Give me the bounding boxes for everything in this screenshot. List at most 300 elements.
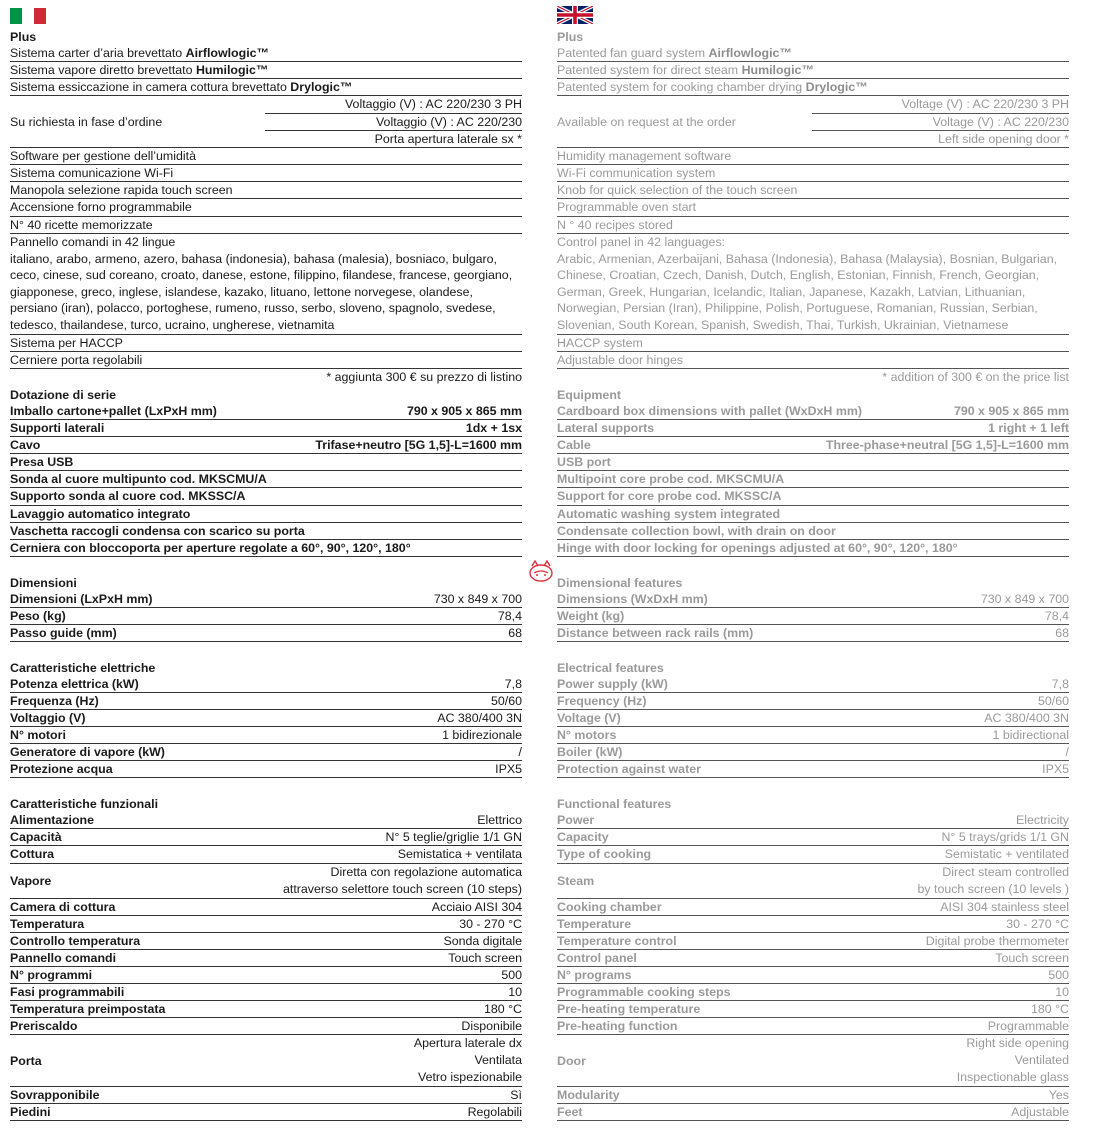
steam-values (265, 864, 522, 898)
patent-desc: Sistema vapore diretto brevettato (10, 63, 196, 78)
row-label: Imballo cartone+pallet (LxPxH mm) (10, 404, 217, 419)
price-note: * aggiunta 300 € su prezzo di listino (326, 370, 522, 385)
patent-text (557, 45, 792, 61)
row-label: Cable (557, 438, 591, 453)
table-row (557, 676, 1069, 693)
list-item-text: Humidity management software (557, 149, 732, 164)
row-value: Trifase+neutro [5G 1,5]-L=1600 mm (315, 438, 522, 453)
section-title-dimensions: Dimensioni (10, 575, 77, 590)
row-label: Passo guide (mm) (10, 625, 117, 640)
value-line: Ventilated (1014, 1053, 1069, 1068)
row-value: 500 (1048, 967, 1069, 982)
features-list (10, 148, 522, 233)
value-line: Voltaggio (V) : AC 220/230 3 PH (344, 97, 522, 112)
table-row (557, 967, 1069, 984)
row-label: Feet (557, 1105, 583, 1120)
patent-row (557, 79, 1069, 96)
row-label: Alimentazione (10, 813, 94, 828)
value-line: Inspectionable glass (956, 1070, 1069, 1085)
section-title-equipment: Equipment (557, 388, 622, 403)
door-values (812, 1035, 1069, 1086)
row-label: Cottura (10, 847, 55, 862)
row-value: 7,8 (1051, 677, 1069, 691)
row-label: Frequenza (Hz) (10, 694, 99, 709)
door-label: Porta (10, 1053, 42, 1068)
row-label: Lavaggio automatico integrato (10, 506, 191, 521)
row-label: Automatic washing system integrated (557, 506, 781, 521)
patent-row (10, 45, 522, 62)
languages-head: Pannello comandi in 42 lingue (10, 234, 176, 249)
value-line: Ventilata (474, 1053, 522, 1068)
patent-desc: Sistema carter d’aria brevettato (10, 46, 186, 61)
row-label: Piedini (10, 1105, 51, 1120)
row-value: Acciaio AISI 304 (431, 899, 522, 914)
table-row (557, 1001, 1069, 1018)
table-row (10, 899, 522, 916)
functional-table-b (557, 899, 1069, 1035)
row-value: Regolabili (467, 1105, 522, 1120)
row-value: 68 (1055, 625, 1069, 640)
order-label: Available on request at the order (557, 114, 736, 129)
list-item (557, 217, 1069, 234)
row-label: Condensate collection bowl, with drain on door (557, 523, 836, 538)
functional-table-a (557, 812, 1069, 863)
list-item (557, 182, 1069, 199)
row-value: IPX5 (1042, 762, 1069, 777)
table-row (557, 899, 1069, 916)
functional-table-c (557, 1087, 1069, 1121)
order-options (557, 96, 1069, 148)
table-row (10, 761, 522, 778)
section-title-plus: Plus (557, 30, 584, 44)
row-value: Touch screen (448, 950, 522, 965)
functional-table-c (10, 1087, 522, 1121)
row-label: Vaschetta raccogli condensa con scarico su porta (10, 523, 305, 538)
row-value: N° 5 trays/grids 1/1 GN (941, 830, 1069, 845)
row-label: Frequency (Hz) (557, 694, 647, 709)
table-row (557, 846, 1069, 863)
english-flag-row (557, 0, 1069, 28)
row-label: Power supply (kW) (557, 677, 668, 691)
row-value: 30 - 270 °C (459, 916, 522, 931)
list-item (10, 352, 522, 369)
row-label: Voltaggio (V) (10, 711, 86, 726)
table-row (557, 625, 1069, 642)
list-item-text: Manopola selezione rapida touch screen (10, 183, 233, 198)
list-item (10, 335, 522, 352)
table-row (557, 984, 1069, 1001)
section-title-equipment: Dotazione di serie (10, 388, 117, 403)
list-item (557, 335, 1069, 352)
electrical-table (557, 676, 1069, 778)
section-title-electrical: Electrical features (557, 660, 664, 675)
value-line: by touch screen (10 levels ) (917, 881, 1069, 896)
value-line: Vetro ispezionabile (417, 1070, 522, 1085)
table-row (557, 916, 1069, 933)
row-value: 10 (508, 984, 522, 999)
cat-stamp-icon (526, 560, 556, 584)
row-value: 1dx + 1sx (465, 421, 522, 436)
section-title-functional: Functional features (557, 797, 672, 812)
table-row (557, 710, 1069, 727)
table-row (10, 471, 522, 488)
row-value: 10 (1055, 984, 1069, 999)
list-item (557, 165, 1069, 182)
italian-column (10, 0, 522, 1121)
row-label: Support for core probe cod. MKSSC/A (557, 489, 782, 504)
row-label: Boiler (kW) (557, 745, 623, 760)
row-label: Power (557, 813, 595, 828)
steam-values (812, 864, 1069, 898)
list-item-text: Cerniere porta regolabili (10, 353, 143, 368)
row-value: 50/60 (490, 694, 522, 709)
list-item (557, 352, 1069, 369)
row-value: Disponibile (461, 1018, 522, 1033)
list-item-text: Accensione forno programmabile (10, 200, 192, 215)
row-label: Type of cooking (557, 847, 652, 862)
value-line: Left side opening door * (812, 130, 1069, 147)
table-row (557, 693, 1069, 710)
steam-label: Vapore (10, 873, 52, 888)
value-line: Apertura laterale dx (413, 1035, 522, 1050)
list-item-text: Adjustable door hinges (557, 353, 684, 368)
table-row (557, 403, 1069, 420)
table-row (10, 437, 522, 454)
list-item (557, 148, 1069, 165)
table-row (557, 454, 1069, 471)
value-line: attraverso selettore touch screen (10 steps) (283, 881, 522, 896)
list-item-text: Sistema per HACCP (10, 336, 123, 351)
patent-desc: Patented system for direct steam (557, 63, 742, 78)
row-value: 30 - 270 °C (1006, 916, 1069, 931)
row-label: Programmable cooking steps (557, 984, 731, 999)
row-value: 50/60 (1037, 694, 1069, 709)
row-label: Voltage (V) (557, 711, 621, 726)
door-label: Door (557, 1053, 586, 1068)
table-row (10, 676, 522, 693)
list-item-text: Programmable oven start (557, 200, 697, 215)
table-row (10, 933, 522, 950)
order-options (10, 96, 522, 148)
table-row (557, 812, 1069, 829)
row-label: N° motors (557, 728, 617, 743)
row-value: / (1065, 745, 1069, 760)
row-label: Dimensions (WxDxH mm) (557, 591, 708, 606)
table-row (557, 1018, 1069, 1035)
row-value: Semistatic + ventilated (944, 847, 1069, 862)
table-row (10, 950, 522, 967)
row-value: 1 bidirectional (992, 728, 1069, 743)
row-label: Potenza elettrica (kW) (10, 677, 139, 691)
patent-brand: Drylogic™ (805, 80, 868, 95)
dimensions-table (557, 591, 1069, 642)
row-label: Pre-heating temperature (557, 1001, 701, 1016)
table-row (557, 437, 1069, 454)
patent-brand: Humilogic™ (195, 63, 269, 78)
functional-table-b (10, 899, 522, 1035)
list-item-text: Wi-Fi communication system (557, 166, 716, 181)
table-row (10, 984, 522, 1001)
patent-row (10, 62, 522, 79)
table-row (10, 846, 522, 863)
patent-desc: Patented system for cooking chamber drying (557, 80, 806, 95)
list-item (10, 217, 522, 234)
row-label: Control panel (557, 950, 637, 965)
row-value: 1 right + 1 left (988, 421, 1069, 436)
table-row (557, 744, 1069, 761)
list-item-text: HACCP system (557, 336, 643, 351)
table-row (10, 403, 522, 420)
row-value: 78,4 (497, 608, 522, 623)
table-row (557, 506, 1069, 523)
row-label: Capacity (557, 830, 609, 845)
row-value: AC 380/400 3N (437, 711, 522, 726)
table-row (10, 488, 522, 505)
row-value: 500 (501, 967, 522, 982)
table-row (557, 727, 1069, 744)
row-label: Pannello comandi (10, 950, 117, 965)
table-row (10, 744, 522, 761)
patent-text (10, 45, 269, 61)
extras-list (557, 335, 1069, 369)
row-value: Semistatica + ventilata (397, 847, 522, 862)
section-title-electrical: Caratteristiche elettriche (10, 660, 156, 675)
value-line: Right side opening (966, 1035, 1069, 1050)
row-label: Camera di cottura (10, 899, 116, 914)
value-line: Diretta con regolazione automatica (330, 864, 522, 879)
row-label: Cerniera con bloccoporta per aperture regolate a 60°, 90°, 120°, 180° (10, 540, 411, 555)
patent-brand: Airflowlogic™ (708, 46, 792, 61)
list-item-text: Sistema comunicazione Wi-Fi (10, 166, 174, 181)
order-values (265, 96, 522, 147)
table-row (10, 727, 522, 744)
row-value: Programmable (987, 1018, 1069, 1033)
row-label: Lateral supports (557, 421, 655, 436)
languages-block (10, 234, 522, 336)
row-label: Supporto sonda al cuore cod. MKSSC/A (10, 489, 246, 504)
row-value: Sì (510, 1088, 522, 1103)
list-item (10, 199, 522, 216)
row-label: Controllo temperatura (10, 933, 141, 948)
electrical-table (10, 676, 522, 778)
row-value: Yes (1048, 1088, 1069, 1103)
value-line: Voltaggio (V) : AC 220/230 (265, 113, 522, 130)
value-line: Direct steam controlled (942, 864, 1069, 879)
row-value: Adjustable (1011, 1105, 1069, 1120)
row-value: 78,4 (1044, 608, 1069, 623)
row-label: Presa USB (10, 455, 74, 470)
table-row (10, 420, 522, 437)
table-row (10, 454, 522, 471)
row-value: 790 x 905 x 865 mm (953, 404, 1069, 419)
table-row (10, 1001, 522, 1018)
patent-text (10, 62, 268, 78)
table-row (557, 591, 1069, 608)
row-label: Protection against water (557, 762, 701, 777)
languages-block (557, 234, 1069, 336)
list-item-text: Software per gestione dell’umidità (10, 149, 196, 164)
patent-desc: Patented fan guard system (557, 46, 709, 61)
italian-flag-row (10, 0, 522, 28)
section-title-functional: Caratteristiche funzionali (10, 797, 159, 812)
row-label: Multipoint core probe cod. MKSCMU/A (557, 472, 785, 487)
table-row (557, 420, 1069, 437)
list-item (10, 182, 522, 199)
row-label: Preriscaldo (10, 1018, 78, 1033)
row-label: Temperature (557, 916, 632, 931)
row-label: N° programmi (10, 967, 93, 982)
row-label: Distance between rack rails (mm) (557, 625, 754, 640)
row-value: Digital probe thermometer (925, 933, 1069, 948)
patent-text (557, 79, 868, 95)
row-value: AISI 304 stainless steel (940, 899, 1069, 914)
row-value: 68 (508, 625, 522, 640)
row-label: USB port (557, 455, 611, 470)
row-value: Three-phase+neutral [5G 1,5]-L=1600 mm (825, 438, 1069, 453)
table-row (557, 950, 1069, 967)
table-row (10, 812, 522, 829)
table-row (10, 506, 522, 523)
row-value: 790 x 905 x 865 mm (406, 404, 522, 419)
patents-list (10, 45, 522, 96)
row-value: 730 x 849 x 700 (980, 591, 1069, 606)
row-label: Cooking chamber (557, 899, 662, 914)
door-row (10, 1035, 522, 1087)
list-item-text: N° 40 ricette memorizzate (10, 217, 153, 232)
english-column (557, 0, 1069, 1121)
row-value: N° 5 teglie/griglie 1/1 GN (385, 830, 522, 845)
row-value: IPX5 (495, 762, 522, 777)
row-value: / (518, 745, 522, 760)
row-label: Fasi programmabili (10, 984, 125, 999)
patent-brand: Airflowlogic™ (185, 46, 269, 61)
order-values (812, 96, 1069, 147)
row-label: Sovrapponibile (10, 1088, 100, 1103)
steam-row (10, 864, 522, 899)
features-list (557, 148, 1069, 233)
table-row (557, 1104, 1069, 1121)
row-label: Pre-heating function (557, 1018, 678, 1033)
table-row (10, 967, 522, 984)
row-label: Protezione acqua (10, 762, 113, 777)
row-value: Sonda digitale (443, 933, 522, 948)
list-item (10, 165, 522, 182)
row-label: Temperatura (10, 916, 85, 931)
row-value: 1 bidirezionale (442, 728, 522, 743)
patent-row (10, 79, 522, 96)
table-row (557, 933, 1069, 950)
patent-text (557, 62, 814, 78)
italian-flag-icon (10, 8, 46, 24)
door-values (265, 1035, 522, 1086)
dimensions-table (10, 591, 522, 642)
patent-desc: Sistema essiccazione in camera cottura brevettato (10, 80, 291, 95)
row-label: N° motori (10, 728, 66, 743)
row-label: Cavo (10, 438, 41, 453)
uk-flag-icon (557, 6, 593, 24)
row-label: Peso (kg) (10, 608, 66, 623)
table-row (10, 591, 522, 608)
table-row (10, 1018, 522, 1035)
value-line: Voltage (V) : AC 220/230 3 PH (901, 97, 1069, 112)
row-label: N° programs (557, 967, 632, 982)
price-note: * addition of 300 € on the price list (882, 370, 1069, 385)
row-value: AC 380/400 3N (984, 711, 1069, 726)
table-row (557, 540, 1069, 557)
row-label: Dimensioni (LxPxH mm) (10, 591, 153, 606)
value-line: Porta apertura laterale sx * (265, 130, 522, 147)
row-value: Touch screen (995, 950, 1069, 965)
table-row (557, 829, 1069, 846)
table-row (557, 523, 1069, 540)
row-value: 180 °C (1030, 1001, 1069, 1016)
table-row (557, 488, 1069, 505)
row-label: Sonda al cuore multipunto cod. MKSCMU/A (10, 472, 267, 487)
row-label: Temperature control (557, 933, 677, 948)
table-row (10, 608, 522, 625)
row-label: Cardboard box dimensions with pallet (WxDxH mm) (557, 404, 862, 419)
table-row (10, 916, 522, 933)
list-item (10, 148, 522, 165)
row-label: Weight (kg) (557, 608, 625, 623)
list-item (557, 199, 1069, 216)
door-row (557, 1035, 1069, 1087)
equipment-table (10, 403, 522, 556)
row-value: 730 x 849 x 700 (433, 591, 522, 606)
table-row (10, 523, 522, 540)
row-value: 180 °C (483, 1001, 522, 1016)
row-value: Electricity (1015, 813, 1069, 828)
list-item-text: Knob for quick selection of the touch screen (557, 183, 798, 198)
table-row (557, 1087, 1069, 1104)
row-label: Hinge with door locking for openings adjusted at 60°, 90°, 120°, 180° (557, 540, 958, 555)
row-value: Elettrico (477, 813, 522, 828)
languages-list: Arabic, Armenian, Azerbaijani, Bahasa (Indonesia), Bahasa (Malaysia), Bosnian, Bulgarian, Chinese, Croatian, Czech, Danish, Dutch, English, Estonian, Finnish, French, Georgian, German, Greek, Hungarian, Icelandic, Italian, Japanese, Kazakh, Latvian, Lithuanian, Norwegian, Persian (Iran), Philippine, Polish, Portuguese, Romanian, Russian, Serbian, Slovenian, South Korean, Spanish, Swedish, Thai, Turkish, Ukrainian, Vietnamese (557, 251, 1058, 332)
row-label: Supporti laterali (10, 421, 105, 436)
section-title-plus: Plus (10, 30, 37, 44)
patent-text (10, 79, 352, 95)
patent-brand: Drylogic™ (290, 80, 353, 95)
list-item-text: N ° 40 recipes stored (557, 217, 673, 232)
row-label: Temperatura preimpostata (10, 1001, 166, 1016)
table-row (10, 693, 522, 710)
table-row (10, 625, 522, 642)
row-label: Generatore di vapore (kW) (10, 745, 165, 760)
table-row (557, 471, 1069, 488)
steam-row (557, 864, 1069, 899)
table-row (10, 710, 522, 727)
patents-list (557, 45, 1069, 96)
functional-table-a (10, 812, 522, 863)
row-label: Capacità (10, 830, 62, 845)
order-label: Su richiesta in fase d’ordine (10, 114, 163, 129)
patent-row (557, 62, 1069, 79)
patent-brand: Humilogic™ (741, 63, 814, 78)
languages-list: italiano, arabo, armeno, azero, bahasa (indonesia), bahasa (malesia), bosniaco, bulgaro, ceco, cinese, sud coreano, croato, danese, estone, filippino, filandese, francese, georgiano, giapponese, greco, inglese, islandese, kazako, lituano, lettone norvegese, olandese, persiano (iran), polacco, portoghese, rumeno, russo, serbo, sloveno, spagnolo, svedese, tedesco, thailandese, turco, ucraino, ungherese, vietnamita (10, 251, 513, 332)
table-row (557, 761, 1069, 778)
equipment-table (557, 403, 1069, 556)
section-title-dimensions: Dimensional features (557, 575, 683, 590)
table-row (10, 540, 522, 557)
extras-list (10, 335, 522, 369)
value-line: Voltage (V) : AC 220/230 (812, 113, 1069, 130)
table-row (10, 1104, 522, 1121)
table-row (10, 1087, 522, 1104)
table-row (10, 829, 522, 846)
steam-label: Steam (557, 873, 595, 888)
languages-head: Control panel in 42 languages: (557, 234, 726, 249)
patent-row (557, 45, 1069, 62)
